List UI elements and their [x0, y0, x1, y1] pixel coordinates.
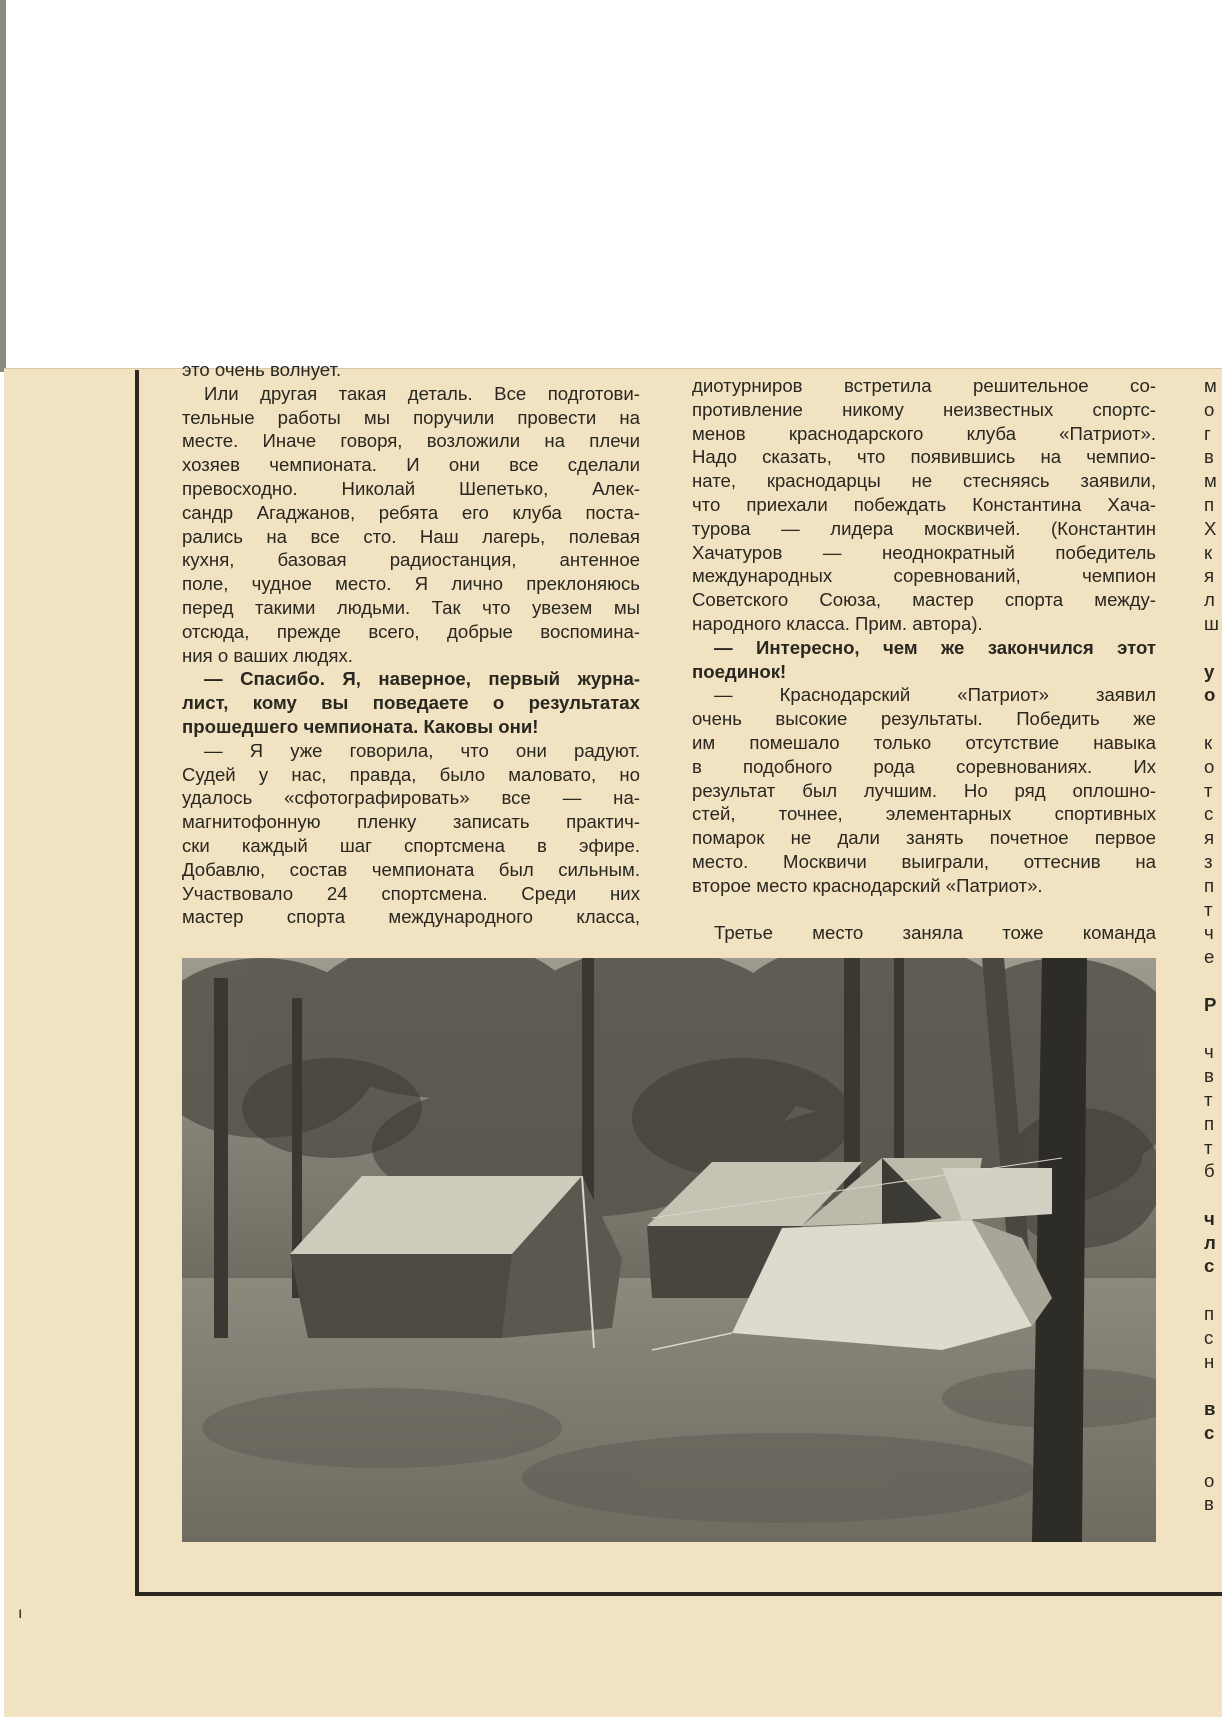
text-line: ч	[1204, 922, 1214, 944]
text-line: место. Москвичи выиграли, оттеснив на	[692, 850, 1156, 872]
text-line: п	[1204, 1303, 1215, 1325]
text-line: м	[1204, 375, 1217, 396]
text-line: з	[1204, 850, 1213, 872]
text-line: в	[1204, 1493, 1214, 1515]
text-line: тельные работы мы поручили провести на	[182, 406, 640, 428]
text-line: удалось «сфотографировать» все — на-	[182, 787, 640, 809]
text-line: — Спасибо. Я, наверное, первый журна-	[204, 668, 640, 690]
text-line: международных соревнований, чемпион	[692, 565, 1156, 587]
text-line: л	[1204, 1231, 1216, 1253]
text-line: ски каждый шаг спортсмена в эфире.	[182, 834, 640, 856]
scanner-edge	[0, 0, 6, 372]
text-line: к	[1204, 541, 1213, 563]
text-line: п	[1204, 493, 1215, 515]
text-line: Добавлю, состав чемпионата был сильным.	[182, 858, 640, 880]
text-line	[1204, 969, 1222, 993]
text-line: народного класса. Прим. автора).	[692, 612, 983, 634]
text-line: Советского Союза, мастер спорта между-	[692, 589, 1156, 611]
text-line: перед такими людьми. Так что увезем мы	[182, 596, 640, 618]
text-line	[1204, 1278, 1222, 1302]
text-line: в подобного рода соревнованиях. Их	[692, 755, 1156, 777]
text-line: — Я уже говорила, что они радуют.	[204, 739, 640, 761]
text-line: к	[1204, 731, 1213, 753]
text-line: что приехали побеждать Константина Хача-	[692, 493, 1156, 515]
text-line: в	[1204, 446, 1214, 468]
text-line: Р	[1204, 993, 1217, 1015]
text-line: диотурниров встретила решительное со-	[692, 375, 1156, 396]
text-line: ч	[1204, 1207, 1215, 1229]
text-line: стей, точнее, элементарных спортивных	[692, 803, 1156, 825]
text-line: т	[1204, 898, 1213, 920]
text-line: поле, чудное место. Я лично преклоняюсь	[182, 573, 640, 595]
text-line: хозяев чемпионата. И они все сделали	[182, 454, 640, 476]
text-line: рались на все сто. Наш лагерь, полевая	[182, 525, 640, 547]
text-line: с	[1204, 803, 1214, 825]
text-line: о	[1204, 684, 1216, 706]
text-line	[1204, 1373, 1222, 1397]
column-rule-horizontal	[135, 1592, 1222, 1596]
text-line: месте. Иначе говоря, возложили на плечи	[182, 430, 640, 452]
text-line	[1204, 1183, 1222, 1207]
text-line: Х	[1204, 517, 1217, 539]
text-line: магнитофонную пленку записать практич-	[182, 811, 640, 833]
text-line: мастер спорта международного класса,	[182, 906, 640, 928]
text-line: Участвовало 24 спортсмена. Среди них	[182, 882, 640, 904]
text-line: ш	[1204, 612, 1219, 634]
text-line: нате, краснодарцы не стесняясь заявили,	[692, 470, 1156, 492]
text-line: превосходно. Николай Шепетько, Алек-	[182, 477, 640, 499]
text-line: о	[1204, 1469, 1215, 1491]
article-column-1	[182, 358, 640, 929]
text-line: п	[1204, 1112, 1215, 1134]
text-line: Хачатуров — неоднократный победитель	[692, 541, 1156, 563]
text-line: е	[1204, 946, 1215, 968]
text-line: б	[1204, 1160, 1215, 1182]
text-line	[1204, 636, 1222, 660]
text-line: Судей у нас, правда, было маловато, но	[182, 763, 640, 785]
text-line: лист, кому вы поведаете о результатах	[182, 692, 640, 714]
text-line: отсюда, прежде всего, добрые воспомина-	[182, 620, 640, 642]
text-line: второе место краснодарский «Патриот».	[692, 874, 1043, 896]
text-line: им помешало только отсутствие навыка	[692, 731, 1156, 753]
text-line: Или другая такая деталь. Все подготови-	[204, 382, 640, 404]
tents-photo-illustration	[182, 958, 1156, 1542]
text-line: очень высокие результаты. Победить же	[692, 708, 1156, 730]
text-line: т	[1204, 1136, 1213, 1158]
article-column-3-cropped	[1204, 374, 1222, 1516]
column-rule-vertical	[135, 370, 139, 1596]
text-line: турова — лидера москвичей. (Константин	[692, 517, 1156, 539]
text-line: н	[1204, 1350, 1215, 1372]
text-line: Надо сказать, что появившись на чемпио-	[692, 446, 1156, 468]
text-line: ч	[1204, 1041, 1214, 1063]
text-line: — Интересно, чем же закончился этот	[714, 636, 1156, 658]
text-line: л	[1204, 589, 1215, 611]
text-line: менов краснодарского клуба «Патриот».	[692, 422, 1156, 444]
text-line	[1204, 707, 1222, 731]
text-line: кухня, базовая радиостанция, антенное	[182, 549, 640, 571]
text-line: помарок не дали занять почетное первое	[692, 827, 1156, 849]
text-line: результат был лучшим. Но ряд оплошно-	[692, 779, 1156, 801]
text-line: — Краснодарский «Патриот» заявил	[714, 684, 1156, 706]
text-line: п	[1204, 874, 1215, 896]
text-line: т	[1204, 1088, 1213, 1110]
text-line: это очень волнует.	[182, 359, 342, 380]
text-line: м	[1204, 470, 1217, 492]
text-line: с	[1204, 1422, 1215, 1444]
text-line: сандр Агаджанов, ребята его клуба поста-	[182, 501, 640, 523]
text-line: у	[1204, 660, 1215, 682]
text-line: Третье место заняла тоже команда	[714, 922, 1156, 944]
text-line	[1204, 1017, 1222, 1041]
text-line: я	[1204, 827, 1215, 849]
text-line: поединок!	[692, 660, 787, 682]
camp-photo	[182, 958, 1156, 1542]
text-line: прошедшего чемпионата. Каковы они!	[182, 715, 539, 737]
scan-mark: ı	[18, 1605, 23, 1622]
text-line: с	[1204, 1326, 1214, 1348]
text-line: о	[1204, 755, 1215, 777]
text-line: ния о ваших людях.	[182, 644, 353, 666]
text-line: противление никому неизвестных спортс-	[692, 398, 1156, 420]
text-line	[1204, 1445, 1222, 1469]
text-line: г	[1204, 422, 1211, 444]
text-line: в	[1204, 1065, 1214, 1087]
text-line: т	[1204, 779, 1213, 801]
text-line: о	[1204, 398, 1215, 420]
text-line: в	[1204, 1398, 1216, 1420]
text-line	[692, 898, 1156, 922]
text-line: с	[1204, 1255, 1215, 1277]
article-column-2	[692, 374, 1156, 945]
text-line: я	[1204, 565, 1215, 587]
